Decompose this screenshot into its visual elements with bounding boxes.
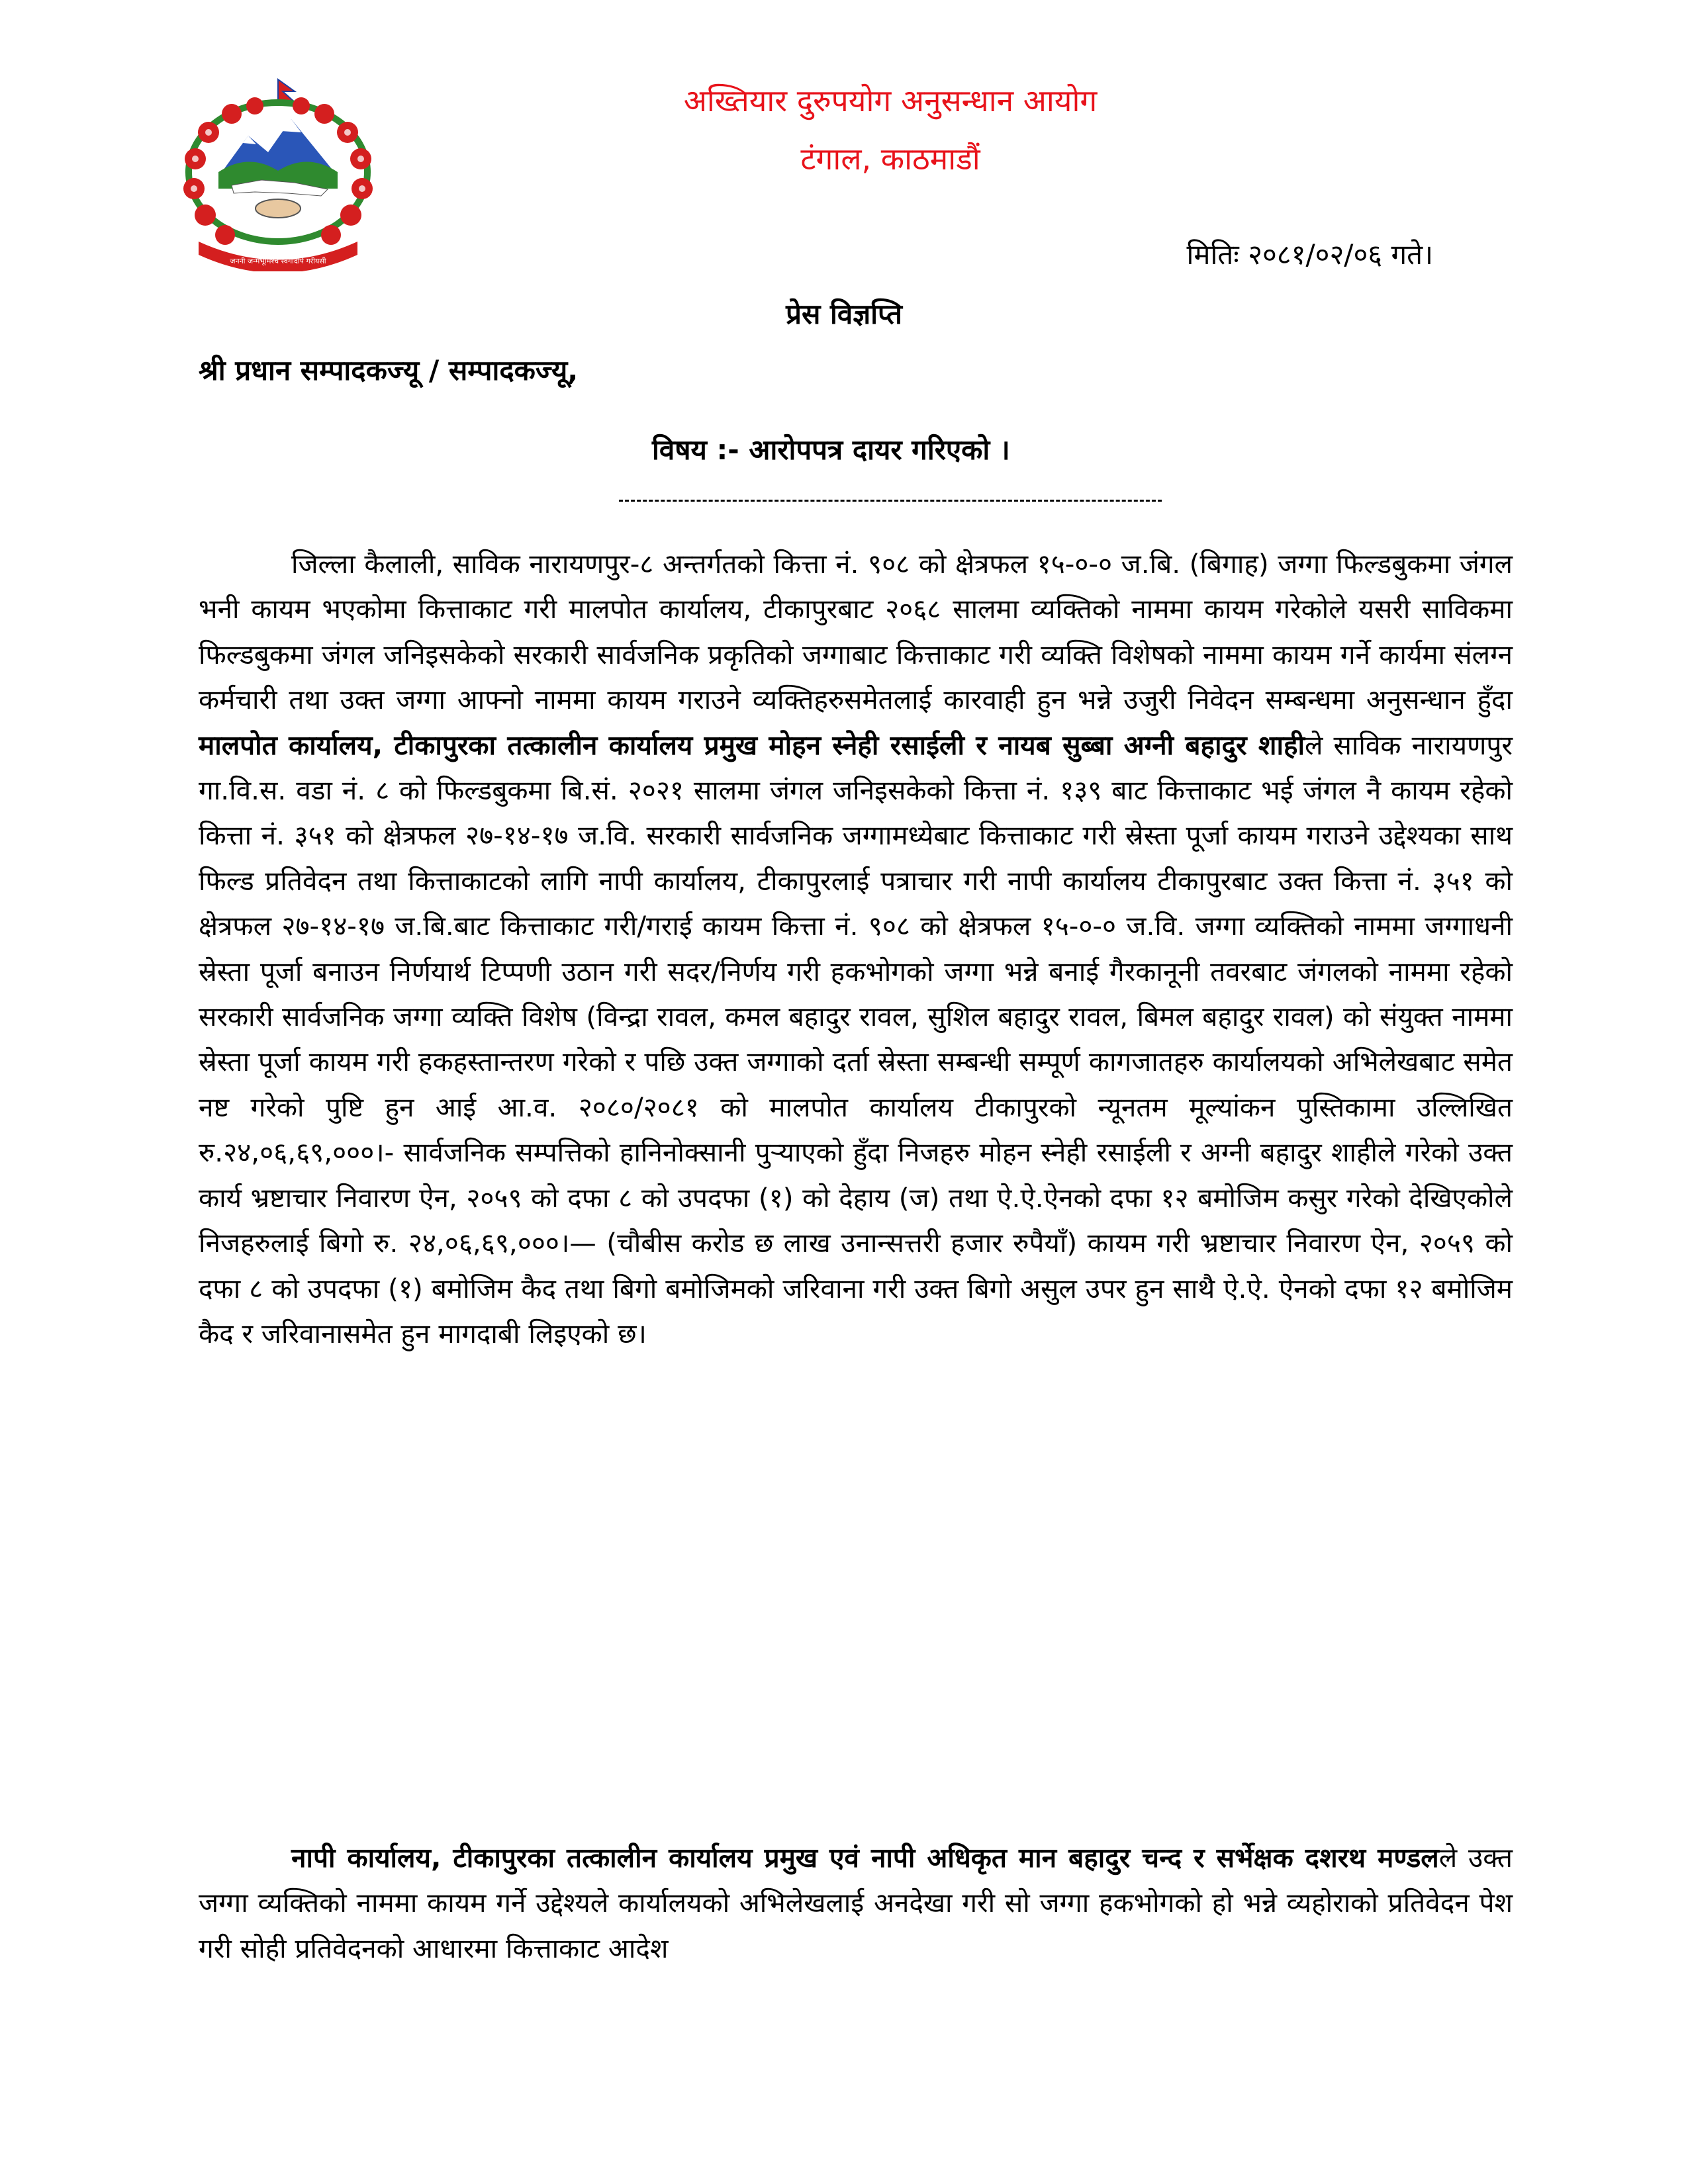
paragraph-1-text-b: ले साविक नारायणपुर गा.वि.स. वडा नं. ८ को फिल्डबुकमा बि.सं. २०२१ सालमा जंगल जनिइसकेको कित्ता नं. १३९ बाट कित्ताकाट भई जंगल नै कायम रहेको कित्ता नं. ३५१ को क्षेत्रफल २७-१४-१७ ज.वि. सरकारी सार्वजनिक जग्गामध्येबाट कित्ताकाट गरी स्रेस्ता पूर्जा कायम गराउने उद्देश्यका साथ फिल्ड प्रतिवेदन तथा कित्ताकाटको लागि नापी कार्यालय, टीकापुरलाई पत्राचार गरी नापी कार्यालय टीकापुरबाट उक्त कित्ता नं. ३५१ को क्षेत्रफल २७-१४-१७ ज.बि.बाट कित्ताकाट गरी/गराई कायम कित्ता नं. ९०८ को क्षेत्रफल १५-०-० ज.वि. जग्गा व्यक्तिको नाममा जग्गाधनी स्रेस्ता पूर्जा बनाउन निर्णयार्थ टिप्पणी उठान गरी सदर/निर्णय गरी हकभोगको जग्गा भन्ने बनाई गैरकानूनी तवरबाट जंगलको नाममा रहेको सरकारी सार्वजनिक जग्गा व्यक्ति विशेष (विन्द्रा रावल, कमल बहादुर रावल, सुशिल बहादुर रावल, बिमल बहादुर रावल) को संयुक्त नाममा स्रेस्ता पूर्जा कायम गरी हकहस्तान्तरण गरेको र पछि उक्त जग्गाको दर्ता स्रेस्ता सम्बन्धी सम्पूर्ण कागजातहरु कार्यालयको अभिलेखबाट समेत नष्ट गरेको पुष्टि हुन आई आ.व. २०८०/२०८१ को मालपोत कार्यालय टीकापुरको न्यूनतम मूल्यांकन पुस्तिकामा उल्लिखित रु.२४,०६,६९,०००।- सार्वजनिक सम्पत्तिको हानिनोक्सानी पुऱ्याएको हुँदा निजहरु मोहन स्नेही रसाईली र अग्नी बहादुर शाहीले गरेको उक्त कार्य भ्रष्टाचार निवारण ऐन, २०५९ को दफा ८ को उपदफा (१) को देहाय (ज) तथा ऐ.ऐ.ऐनको दफा १२ बमोजिम कसुर गरेको देखिएकोले निजहरुलाई बिगो रु. २४,०६,६९,०००।— (चौबीस करोड छ लाख उनान्सत्तरी हजार रुपैयाँ) कायम गरी भ्रष्टाचार निवारण ऐन, २०५९ को दफा ८ को उपदफा (१) बमोजिम कैद तथा बिगो बमोजिमको जरिवाना गरी उक्त बिगो असुल उपर हुन साथै ऐ.ऐ. ऐनको दफा १२ बमोजिम कैद र जरिवानासमेत हुन मागदाबी लिइएको छ।	[199, 729, 1513, 1349]
body-paragraph-1	[199, 541, 1513, 1356]
paragraph-1-text-a: जिल्ला कैलाली, साविक नारायणपुर-८ अन्तर्गतको कित्ता नं. ९०८ को क्षेत्रफल १५-०-० ज.बि. (बिगाह) जग्गा फिल्डबुकमा जंगल भनी कायम भएकोमा कित्ताकाट गरी मालपोत कार्यालय, टीकापुरबाट २०६८ सालमा व्यक्तिको नाममा कायम गरेकोले यसरी साविकमा फिल्डबुकमा जंगल जनिइसकेको सरकारी सार्वजनिक प्रकृतिको जग्गाबाट कित्ताकाट गरी व्यक्ति विशेषको नाममा कायम गर्ने कार्यमा संलग्न कर्मचारी तथा उक्त जग्गा आफ्नो नाममा कायम गराउने व्यक्तिहरुसमेतलाई कारवाही हुन भन्ने उजुरी निवेदन सम्बन्धमा अनुसन्धान हुँदा	[199, 548, 1513, 716]
addressee: श्री प्रधान सम्पादकज्यू / सम्पादकज्यू,	[199, 354, 579, 387]
paragraph-2-accused: नापी कार्यालय, टीकापुरका तत्कालीन कार्यालय प्रमुख एवं नापी अधिकृत मान बहादुर चन्द र सर्भेक्षक दशरथ मण्डल	[291, 1842, 1439, 1874]
dashed-divider	[619, 500, 1162, 502]
body-paragraph-2	[199, 1835, 1513, 1971]
paragraph-2-text: ले उक्त जग्गा व्यक्तिको नाममा कायम गर्ने उद्देश्यले कार्यालयको अभिलेखलाई अनदेखा गरी सो जग्गा हकभोगको हो भन्ने व्यहोराको प्रतिवेदन पेश गरी सोही प्रतिवेदनको आधारमा कित्ताकाट आदेश	[199, 1842, 1513, 1964]
nepal-emblem-icon	[169, 73, 387, 271]
paragraph-1-accused: मालपोत कार्यालय, टीकापुरका तत्कालीन कार्यालय प्रमुख मोहन स्नेही रसाईली र नायब सुब्बा अग्नी बहादुर शाही	[199, 729, 1305, 761]
date-line: मितिः २०८१/०२/०६ गते।	[1186, 238, 1433, 271]
emblem-motto: जननी जन्मभूमिश्च स्वर्गादपि गरीयसी	[230, 257, 326, 265]
organization-location: टंगाल, काठमाडौं	[800, 141, 980, 177]
organization-name: अख्तियार दुरुपयोग अनुसन्धान आयोग	[683, 83, 1098, 118]
subject-line: विषय :- आरोपपत्र दायर गरिएको ।	[652, 433, 1010, 466]
page-title: प्रेस विज्ञप्ति	[786, 298, 902, 330]
